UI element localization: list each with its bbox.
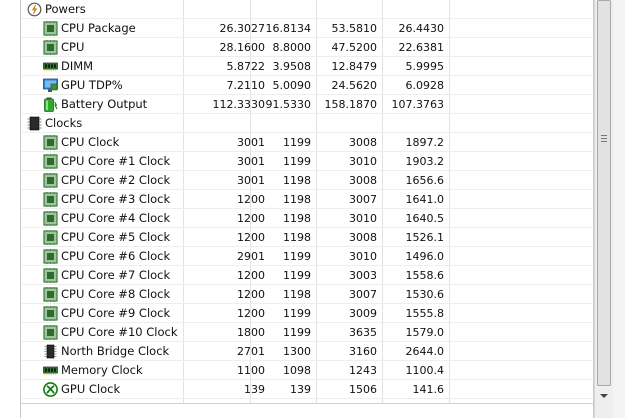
- average-cell: 1897.2: [405, 136, 444, 149]
- max-cell: 3635: [349, 326, 377, 339]
- power-icon: [27, 2, 42, 17]
- sensor-label: CPU Core #10 Clock: [61, 325, 178, 339]
- group-row-clocks[interactable]: [21, 114, 594, 133]
- average-cell: 1579.0: [405, 326, 444, 339]
- max-cell: 3010: [349, 212, 377, 225]
- max-cell: 3160: [349, 345, 377, 358]
- sensor-label: CPU Core #7 Clock: [61, 268, 171, 282]
- value-cell: 28.1600: [219, 41, 265, 54]
- max-cell: 158.1870: [324, 98, 377, 111]
- scrollbar-thumb[interactable]: [597, 0, 611, 386]
- max-cell: 3008: [349, 136, 377, 149]
- vertical-scrollbar[interactable]: [594, 0, 613, 418]
- min-cell: 1199: [283, 136, 311, 149]
- min-cell: 8.8000: [272, 41, 311, 54]
- scrollbar-grip-icon: [601, 135, 607, 144]
- memory-icon: [43, 363, 58, 378]
- value-cell: 26.3027: [219, 22, 265, 35]
- value-cell: 1800: [237, 326, 265, 339]
- max-cell: 53.5810: [331, 22, 377, 35]
- sensor-row[interactable]: [21, 38, 594, 57]
- min-cell: 3.9508: [272, 60, 311, 73]
- average-cell: 6.0928: [405, 79, 444, 92]
- min-cell: 16.8134: [265, 22, 311, 35]
- sensor-row[interactable]: [21, 133, 594, 152]
- sensor-row[interactable]: [21, 76, 594, 95]
- average-cell: 1641.0: [405, 193, 444, 206]
- sensor-row[interactable]: [21, 171, 594, 190]
- cpu-chip-icon: [43, 249, 58, 264]
- xbox-icon: [43, 382, 58, 397]
- max-cell: 1243: [349, 364, 377, 377]
- cpu-chip-icon: [43, 135, 58, 150]
- average-cell: 1555.8: [405, 307, 444, 320]
- max-cell: 3010: [349, 155, 377, 168]
- cpu-chip-icon: [43, 154, 58, 169]
- memory-icon: [43, 59, 58, 74]
- max-cell: 3008: [349, 231, 377, 244]
- cpu-chip-icon: [43, 230, 58, 245]
- sensor-label: GPU TDP%: [61, 78, 123, 92]
- value-cell: 112.3330: [212, 98, 265, 111]
- value-cell: 2701: [237, 345, 265, 358]
- sensor-label: CPU Core #8 Clock: [61, 287, 171, 301]
- sensor-row[interactable]: [21, 285, 594, 304]
- max-cell: 3008: [349, 174, 377, 187]
- sensor-label: CPU: [61, 40, 85, 54]
- sensor-label: CPU Core #6 Clock: [61, 249, 171, 263]
- value-cell: 5.8722: [226, 60, 265, 73]
- value-cell: 7.2110: [226, 79, 265, 92]
- sensor-label: Battery Output: [61, 97, 148, 111]
- average-cell: 1526.1: [405, 231, 444, 244]
- max-cell: 3007: [349, 193, 377, 206]
- average-cell: 26.4430: [398, 22, 444, 35]
- value-cell: 1200: [237, 288, 265, 301]
- min-cell: 1198: [283, 231, 311, 244]
- cpu-chip-icon: [43, 325, 58, 340]
- sensor-label: CPU Core #2 Clock: [61, 173, 171, 187]
- value-cell: 1200: [237, 269, 265, 282]
- min-cell: 1300: [283, 345, 311, 358]
- average-cell: 22.6381: [398, 41, 444, 54]
- sensor-label: CPU Core #3 Clock: [61, 192, 171, 206]
- sensor-label: CPU Core #5 Clock: [61, 230, 171, 244]
- average-cell: 5.9995: [405, 60, 444, 73]
- sensor-label: CPU Core #9 Clock: [61, 306, 171, 320]
- sensor-row[interactable]: [21, 380, 594, 399]
- sensor-row[interactable]: [21, 57, 594, 76]
- cpu-chip-icon: [43, 192, 58, 207]
- sensor-row[interactable]: [21, 19, 594, 38]
- cpu-chip-icon: [43, 268, 58, 283]
- min-cell: 1199: [283, 155, 311, 168]
- average-cell: 1530.6: [405, 288, 444, 301]
- min-cell: 91.5330: [265, 98, 311, 111]
- sensor-label: CPU Clock: [61, 135, 120, 149]
- min-cell: 1199: [283, 250, 311, 263]
- value-cell: 1200: [237, 193, 265, 206]
- value-cell: 1100: [237, 364, 265, 377]
- sensor-row[interactable]: [21, 95, 594, 114]
- battery-icon: [43, 97, 58, 112]
- cpu-chip-icon: [43, 40, 58, 55]
- value-cell: 139: [244, 383, 265, 396]
- sensor-row[interactable]: [21, 190, 594, 209]
- sensor-label: CPU Core #1 Clock: [61, 154, 171, 168]
- clocks-chip-icon: [27, 116, 42, 131]
- group-row-powers[interactable]: [21, 0, 594, 19]
- northbridge-icon: [43, 344, 58, 359]
- sensor-row[interactable]: [21, 247, 594, 266]
- average-cell: 141.6: [412, 383, 444, 396]
- sensor-row[interactable]: [21, 228, 594, 247]
- max-cell: 3010: [349, 250, 377, 263]
- sensor-label: North Bridge Clock: [61, 344, 170, 358]
- min-cell: 139: [290, 383, 311, 396]
- max-cell: 3007: [349, 288, 377, 301]
- sensor-label: CPU Package: [61, 21, 136, 35]
- sensor-row[interactable]: [21, 342, 594, 361]
- sensor-row[interactable]: [21, 209, 594, 228]
- average-cell: 1903.2: [405, 155, 444, 168]
- window-edge: [613, 0, 625, 418]
- average-cell: 2644.0: [405, 345, 444, 358]
- value-cell: 3001: [237, 155, 265, 168]
- min-cell: 1199: [283, 269, 311, 282]
- max-cell: 1506: [349, 383, 377, 396]
- average-cell: 1558.6: [405, 269, 444, 282]
- average-cell: 107.3763: [391, 98, 444, 111]
- value-cell: 1200: [237, 212, 265, 225]
- sensor-row[interactable]: [21, 266, 594, 285]
- max-cell: 12.8479: [331, 60, 377, 73]
- value-cell: 3001: [237, 174, 265, 187]
- sensor-label: DIMM: [61, 59, 94, 73]
- min-cell: 1199: [283, 307, 311, 320]
- average-cell: 1100.4: [405, 364, 444, 377]
- sensor-row[interactable]: [21, 323, 594, 342]
- min-cell: 1198: [283, 193, 311, 206]
- scroll-down-arrow-icon[interactable]: [600, 394, 608, 398]
- value-cell: 2901: [237, 250, 265, 263]
- sensor-row[interactable]: [21, 152, 594, 171]
- min-cell: 1198: [283, 288, 311, 301]
- min-cell: 5.0090: [272, 79, 311, 92]
- max-cell: 24.5620: [331, 79, 377, 92]
- cpu-chip-icon: [43, 173, 58, 188]
- min-cell: 1198: [283, 212, 311, 225]
- sensor-label: CPU Core #4 Clock: [61, 211, 171, 225]
- min-cell: 1199: [283, 326, 311, 339]
- average-cell: 1640.5: [405, 212, 444, 225]
- gpu-monitor-icon: [43, 78, 58, 93]
- table-bottom-border: [20, 403, 594, 404]
- max-cell: 3003: [349, 269, 377, 282]
- cpu-chip-icon: [43, 287, 58, 302]
- max-cell: 3009: [349, 307, 377, 320]
- min-cell: 1098: [283, 364, 311, 377]
- cpu-chip-icon: [43, 21, 58, 36]
- sensor-row[interactable]: [21, 361, 594, 380]
- average-cell: 1496.0: [405, 250, 444, 263]
- average-cell: 1656.6: [405, 174, 444, 187]
- min-cell: 1198: [283, 174, 311, 187]
- sensor-row[interactable]: [21, 304, 594, 323]
- group-label: Powers: [45, 2, 86, 16]
- sensor-label: Memory Clock: [61, 363, 143, 377]
- value-cell: 3001: [237, 136, 265, 149]
- value-cell: 1200: [237, 231, 265, 244]
- sensor-label: GPU Clock: [61, 382, 121, 396]
- value-cell: 1200: [237, 307, 265, 320]
- cpu-chip-icon: [43, 211, 58, 226]
- cpu-chip-icon: [43, 306, 58, 321]
- group-label: Clocks: [45, 116, 83, 130]
- max-cell: 47.5200: [331, 41, 377, 54]
